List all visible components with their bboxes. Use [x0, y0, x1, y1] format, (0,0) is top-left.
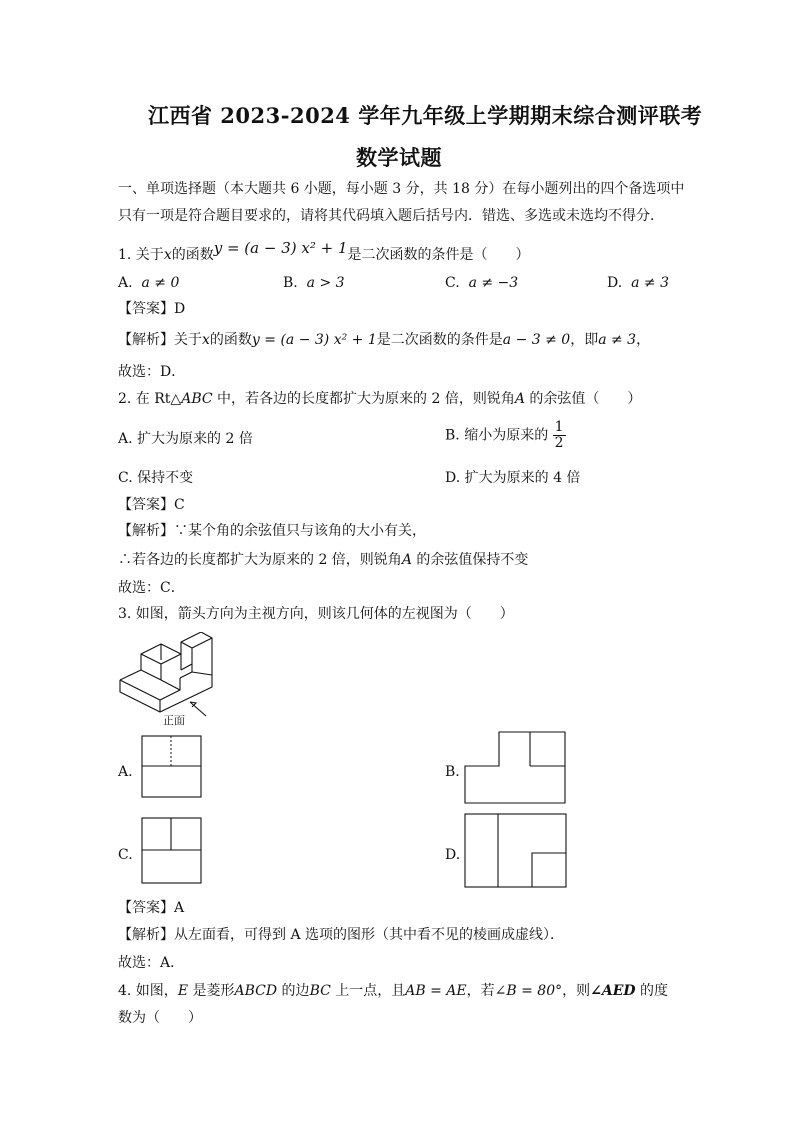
- q3-analysis: 【解析】从左面看，可得到 A 选项的图形（其中看不见的棱画成虚线）．: [118, 927, 565, 943]
- q1-formula: y = (a − 3) x² + 1: [213, 239, 348, 257]
- q3-answer: 【答案】A: [118, 900, 185, 916]
- q3-option-c-figure: [141, 817, 203, 885]
- q3-option-b-label: B.: [445, 764, 460, 780]
- q4-stem-line-2: 数为（ ）: [118, 1010, 202, 1026]
- q3-option-d-label: D.: [445, 847, 461, 863]
- q1-prefix: 1. 关于: [118, 247, 164, 263]
- q2-stem: 2. 在 Rt△ABC 中，若各边的长度都扩大为原来的 2 倍，则锐角A 的余弦值（ ）: [118, 391, 642, 407]
- q2-option-d: D. 扩大为原来的 4 倍: [445, 470, 581, 486]
- q1-option-b: B. a > 3: [283, 275, 345, 291]
- q1-stem: [118, 239, 530, 265]
- section-instructions-line-1: 一、单项选择题（本大题共 6 小题，每小题 3 分，共 18 分）在每小题列出的四个备选项中: [118, 181, 685, 197]
- q2-option-b: B. 缩小为原来的 $\frac{1}{2}$: [445, 419, 564, 451]
- q3-option-c-label: C.: [118, 847, 133, 863]
- q1-mid: 的函数: [171, 247, 214, 263]
- q2-conclusion: 故选：C．: [118, 580, 185, 596]
- q1-suffix: 是二次函数的条件是（ ）: [347, 247, 530, 263]
- document-title: 江西省 2023-2024 学年九年级上学期期末综合测评联考: [148, 103, 703, 128]
- q1-option-d: D. a ≠ 3: [607, 275, 669, 291]
- q1-option-a: A. a ≠ 0: [118, 275, 180, 291]
- q2-option-a: A. 扩大为原来的 2 倍: [118, 431, 253, 447]
- q1-conclusion: 故选：D．: [118, 364, 186, 380]
- q2-analysis-line-2: ∴若各边的长度都扩大为原来的 2 倍，则锐角A 的余弦值保持不变: [118, 552, 529, 568]
- q1-option-c: C. a ≠ −3: [445, 275, 519, 291]
- q1-answer: 【答案】D: [118, 301, 186, 317]
- q1-analysis: 【解析】关于x的函数y = (a − 3) x² + 1是二次函数的条件是a − 3 ≠ 0，即a ≠ 3，: [118, 332, 651, 348]
- q4-stem-line-1: 4. 如图，E 是菱形ABCD 的边BC 上一点，且AB = AE，若∠B = 80°，则∠AED 的度: [118, 983, 668, 999]
- q3-conclusion: 故选：A．: [118, 955, 185, 971]
- fraction-one-half: $\frac{1}{2}$: [554, 419, 564, 451]
- q3-option-a-figure: [141, 735, 203, 799]
- q3-option-a-label: A.: [118, 764, 133, 780]
- q1-var-x: x: [163, 247, 172, 263]
- front-view-label: 正面: [163, 714, 185, 727]
- q2-option-c: C. 保持不变: [118, 470, 194, 486]
- section-instructions-line-2: 只有一项是符合题目要求的，请将其代码填入题后括号内．错选、多选或未选均不得分．: [118, 208, 664, 224]
- document-subtitle: 数学试题: [356, 145, 442, 170]
- q3-stem: 3. 如图，箭头方向为主视方向，则该几何体的左视图为（ ）: [118, 606, 514, 622]
- q2-analysis-line-1: 【解析】∵某个角的余弦值只与该角的大小有关，: [118, 523, 426, 539]
- q3-option-d-figure: [464, 813, 568, 889]
- q3-option-b-figure: [464, 731, 568, 805]
- q2-answer: 【答案】C: [118, 497, 185, 513]
